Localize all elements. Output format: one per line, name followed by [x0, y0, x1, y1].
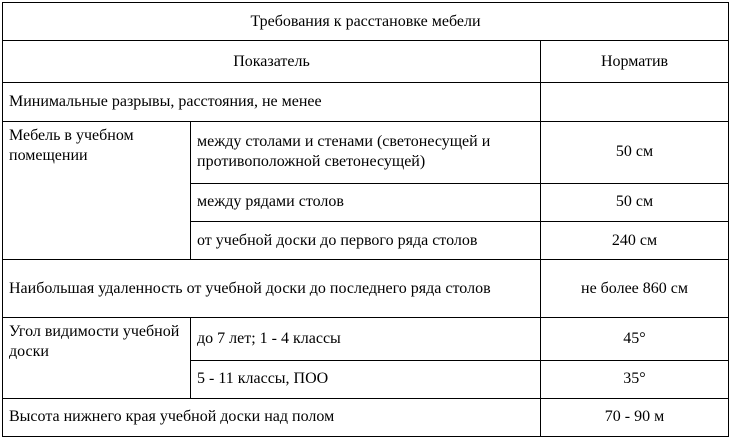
board-height-label: Высота нижнего края учебной доски над полом: [3, 398, 541, 436]
furniture-value: 50 см: [541, 121, 729, 183]
table-row: [3, 260, 729, 318]
board-height-value: 70 - 90 м: [541, 398, 729, 436]
furniture-value: 50 см: [541, 183, 729, 221]
table-row: [3, 398, 729, 436]
viewing-angle-label: Угол видимости учебной доски: [3, 318, 191, 398]
furniture-label: Мебель в учебном помещении: [3, 121, 191, 260]
viewing-angle-value: 35°: [541, 360, 729, 398]
header-indicator: Показатель: [3, 41, 541, 83]
table-title: Требования к расстановке мебели: [3, 3, 729, 41]
table-title-row: [3, 3, 729, 41]
viewing-angle-item: до 7 лет; 1 - 4 классы: [191, 318, 541, 360]
viewing-angle-item: 5 - 11 классы, ПОО: [191, 360, 541, 398]
table-header-row: [3, 41, 729, 83]
furniture-item: от учебной доски до первого ряда столов: [191, 221, 541, 259]
header-norm: Норматив: [541, 41, 729, 83]
furniture-requirements-table: [2, 2, 729, 437]
section-minimal-distances: Минимальные разрывы, расстояния, не менее: [3, 83, 541, 121]
furniture-item: между рядами столов: [191, 183, 541, 221]
table-row: [3, 83, 729, 121]
table-row: [3, 318, 729, 360]
furniture-value: 240 см: [541, 221, 729, 259]
max-distance-label: Наибольшая удаленность от учебной доски до последнего ряда столов: [3, 260, 541, 318]
viewing-angle-value: 45°: [541, 318, 729, 360]
table-row: [3, 121, 729, 183]
furniture-item: между столами и стенами (светонесущей и противоположной светонесущей): [191, 121, 541, 183]
max-distance-value: не более 860 см: [541, 260, 729, 318]
empty-cell: [541, 83, 729, 121]
